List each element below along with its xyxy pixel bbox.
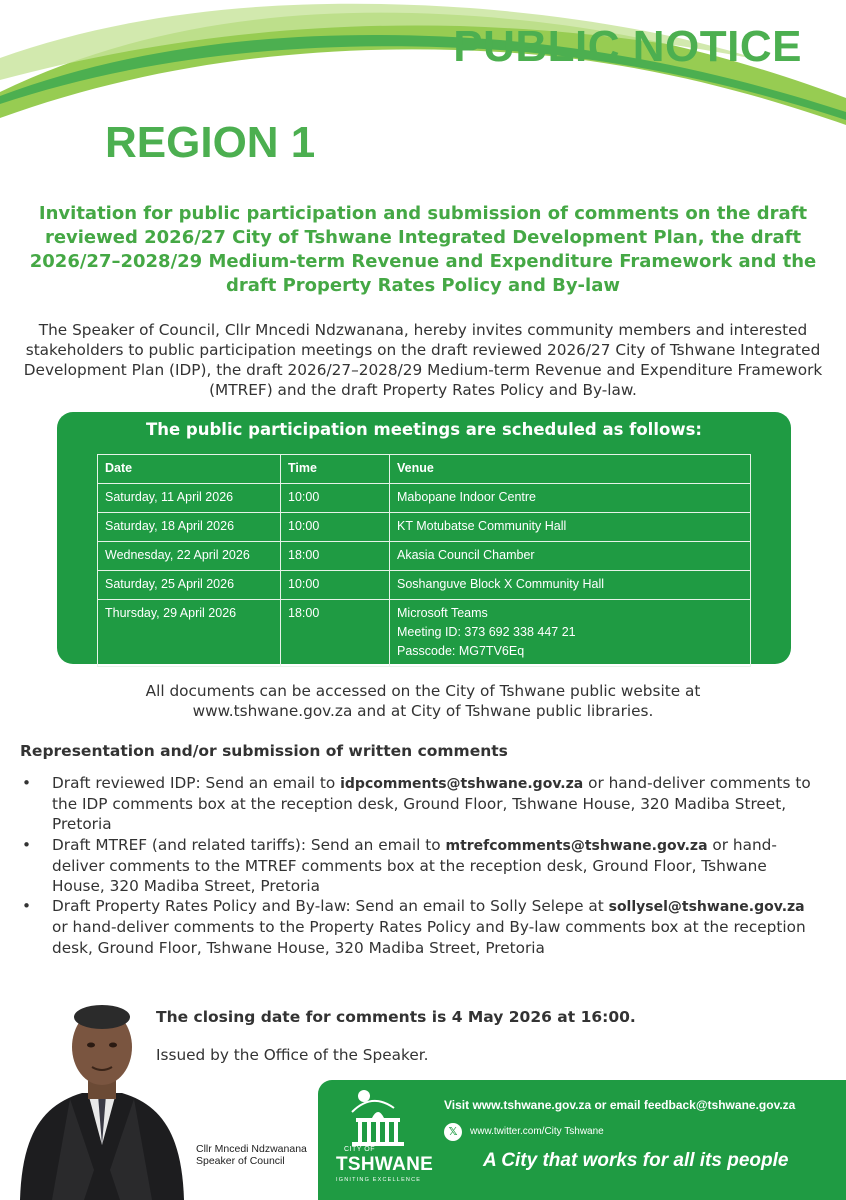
item-text: or hand-deliver comments to the IDP comments box at the reception desk, Ground Floor, Tshwane House, 320 Madiba Street, Pretoria <box>52 774 811 834</box>
speaker-portrait <box>12 995 192 1200</box>
list-item <box>22 835 822 897</box>
logo-city-of: CITY OF <box>344 1146 375 1153</box>
speaker-title: Speaker of Council <box>196 1155 285 1167</box>
closing-date: The closing date for comments is 4 May 2026 at 16:00. <box>156 1008 636 1026</box>
documents-line-2: www.tshwane.gov.za and at City of Tshwane public libraries. <box>192 702 654 720</box>
email-link[interactable]: mtrefcomments@tshwane.gov.za <box>445 837 708 854</box>
cell-date: Thursday, 29 April 2026 <box>98 600 281 667</box>
cell-time: 10:00 <box>281 513 390 542</box>
cell-date: Saturday, 11 April 2026 <box>98 484 281 513</box>
logo-tagline: IGNITING EXCELLENCE <box>336 1177 422 1183</box>
item-text: or hand-deliver comments to the MTREF comments box at the reception desk, Ground Floor, Tshwane House, 320 Madiba Street, Pretoria <box>52 835 777 896</box>
list-item <box>22 896 822 958</box>
bullet-icon: • <box>22 835 32 854</box>
schedule-table <box>97 454 751 667</box>
cell-venue: Mabopane Indoor Centre <box>390 484 751 513</box>
item-text: or hand-deliver comments to the Property Rates Policy and By-law comments box at the reception desk, Ground Floor, Tshwane House, 320 Madiba Street, Pretoria <box>52 918 806 957</box>
column-header-venue: Venue <box>390 455 751 484</box>
cell-venue: Soshanguve Block X Community Hall <box>390 571 751 600</box>
cell-time: 18:00 <box>281 600 390 667</box>
x-twitter-icon[interactable]: 𝕏 <box>444 1123 462 1141</box>
item-text: Draft MTREF (and related tariffs): Send an email to <box>52 835 446 854</box>
cell-date: Saturday, 25 April 2026 <box>98 571 281 600</box>
logo-name: TSHWANE <box>336 1154 434 1175</box>
schedule-heading: The public participation meetings are scheduled as follows: <box>146 420 702 439</box>
column-header-date: Date <box>98 455 281 484</box>
item-text: Draft reviewed IDP: Send an email to <box>52 774 341 792</box>
table-row <box>98 542 751 571</box>
representation-list <box>22 773 822 958</box>
meeting-id: Meeting ID: 373 692 338 447 21 <box>397 625 576 639</box>
bullet-icon: • <box>22 897 32 916</box>
footer-panel <box>318 1080 846 1200</box>
email-link[interactable]: idpcomments@tshwane.gov.za <box>340 776 584 792</box>
venue-name: Microsoft Teams <box>397 606 488 620</box>
table-row <box>98 484 751 513</box>
cell-time: 10:00 <box>281 571 390 600</box>
table-header-row <box>98 455 751 484</box>
cell-venue: KT Motubatse Community Hall <box>390 513 751 542</box>
column-header-time: Time <box>281 455 390 484</box>
region-title: REGION 1 <box>105 118 316 167</box>
notice-headline: Invitation for public participation and submission of comments on the draft reviewed 2026/27 City of Tshwane Integrated Development Plan, the draft 2026/27–2028/29 Medium-term Revenue and Expenditure Framework and the draft Property Rates Policy and By-law <box>29 203 817 296</box>
representation-heading: Representation and/or submission of written comments <box>20 742 508 760</box>
cell-venue <box>390 600 751 667</box>
cell-time: 10:00 <box>281 484 390 513</box>
meeting-passcode: Passcode: MG7TV6Eq <box>397 644 525 658</box>
cell-time: 18:00 <box>281 542 390 571</box>
speaker-caption <box>196 1143 307 1167</box>
cell-date: Saturday, 18 April 2026 <box>98 513 281 542</box>
bullet-icon: • <box>22 774 32 792</box>
page-title: PUBLIC NOTICE <box>453 22 802 71</box>
table-row <box>98 600 751 667</box>
cell-date: Wednesday, 22 April 2026 <box>98 542 281 571</box>
table-row <box>98 571 751 600</box>
contact-line[interactable]: Visit www.tshwane.gov.za or email feedback@tshwane.gov.za <box>444 1098 796 1112</box>
cell-venue: Akasia Council Chamber <box>390 542 751 571</box>
item-text: Draft Property Rates Policy and By-law: Send an email to Solly Selepe at <box>52 897 609 916</box>
tshwane-building-logo-icon <box>332 1084 422 1150</box>
twitter-link[interactable]: www.twitter.com/City Tshwane <box>470 1126 604 1137</box>
list-item <box>22 773 822 835</box>
city-slogan: A City that works for all its people <box>483 1150 789 1171</box>
speaker-name: Cllr Mncedi Ndzwanana <box>196 1143 307 1155</box>
intro-paragraph: The Speaker of Council, Cllr Mncedi Ndzwanana, hereby invites community members and interested stakeholders to public participation meetings on the draft reviewed 2026/27 City of Tshwane Integrated Development Plan (IDP), the draft 2026/27–2028/29 Medium-term Revenue and Expenditure Framework (MTREF) and the draft Property Rates Policy and By-law. <box>23 321 823 399</box>
email-link[interactable]: sollysel@tshwane.gov.za <box>608 899 805 916</box>
schedule-panel <box>57 412 791 664</box>
documents-notice <box>20 681 826 721</box>
issued-by: Issued by the Office of the Speaker. <box>156 1046 429 1064</box>
table-row <box>98 513 751 542</box>
documents-line-1: All documents can be accessed on the City of Tshwane public website at <box>145 682 701 700</box>
